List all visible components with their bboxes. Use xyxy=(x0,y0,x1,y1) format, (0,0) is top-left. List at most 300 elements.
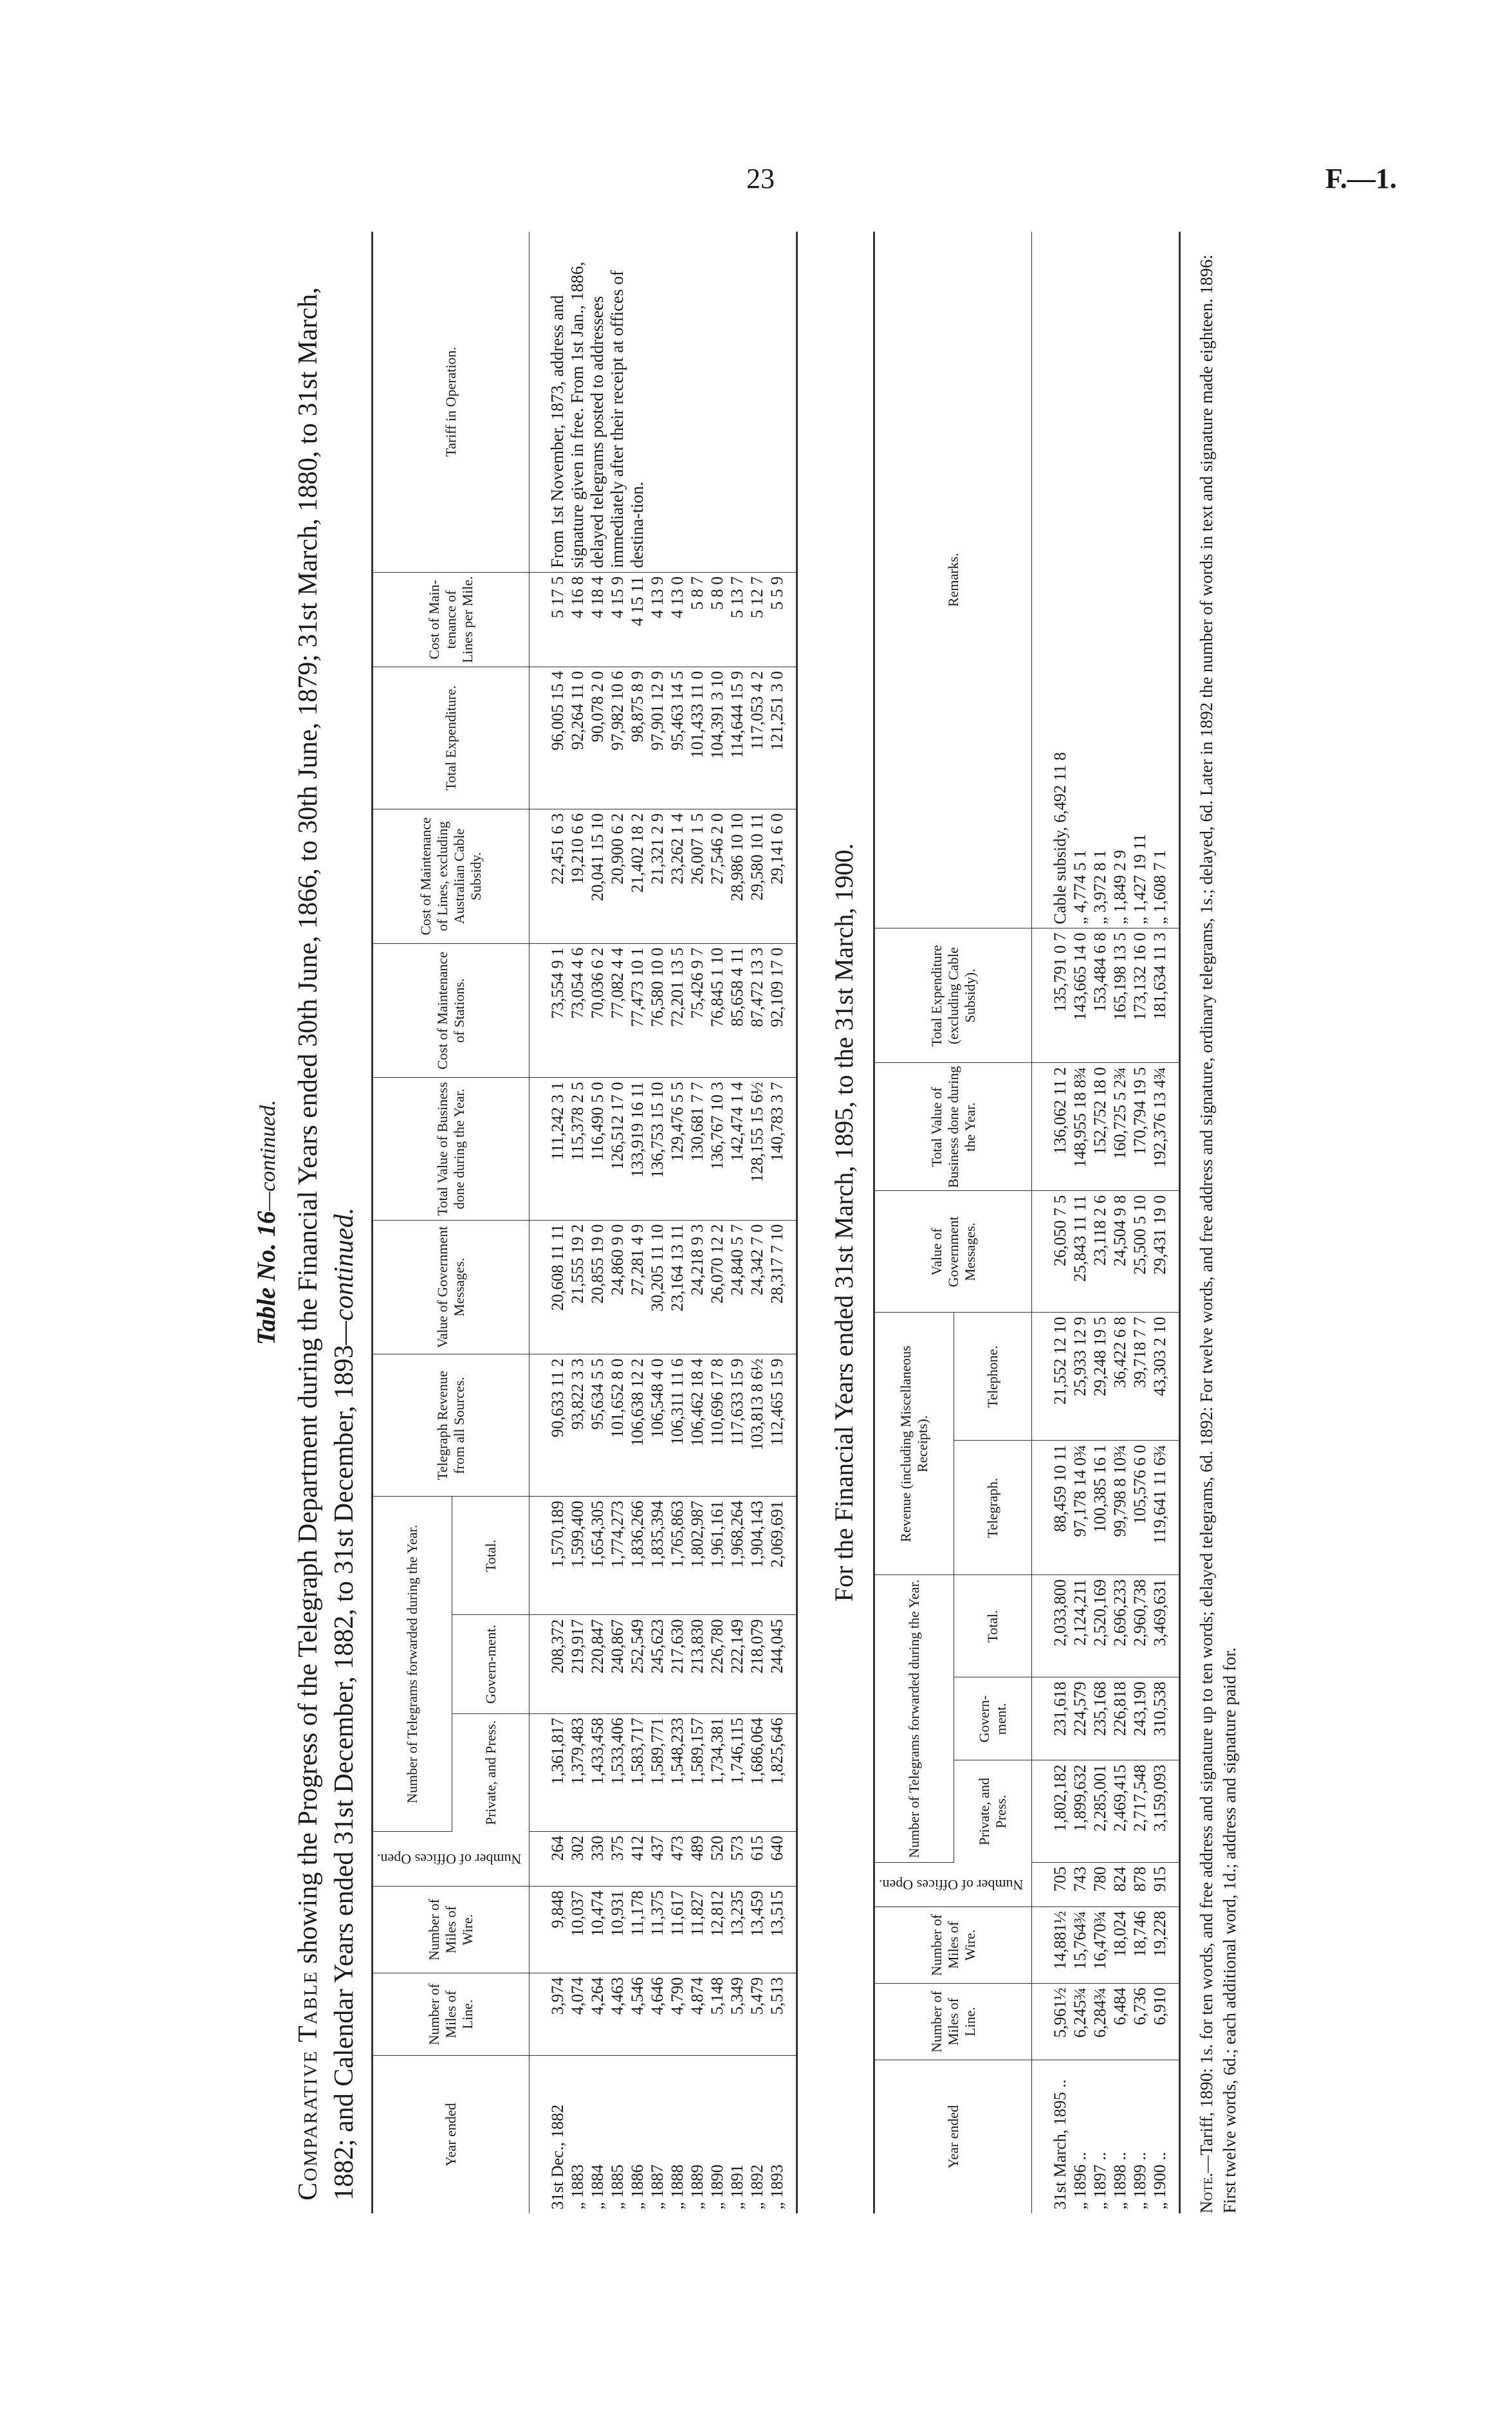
page-number: 23 xyxy=(746,163,775,194)
cell-govtmsg: 24,860 9 0 xyxy=(607,1220,627,1354)
cell-govtmsg: 26,050 7 5 xyxy=(1031,1191,1070,1313)
cell-wire: 11,827 xyxy=(687,1887,707,1973)
cell-line: 4,790 xyxy=(667,1973,687,2055)
cell-business: 136,767 10 3 xyxy=(707,1078,727,1220)
cell-private: 3,159,093 xyxy=(1150,1760,1180,1863)
cell-offices: 412 xyxy=(627,1832,647,1887)
cell-business: 129,476 5 5 xyxy=(667,1078,687,1220)
cell-year: „ 1892 xyxy=(748,2164,767,2210)
cell-business: 148,955 18 8¾ xyxy=(1070,1063,1090,1191)
cell-telephone: 43,303 2 10 xyxy=(1150,1313,1180,1441)
cell-private: 2,717,548 xyxy=(1130,1760,1150,1863)
cell-business: 133,919 16 11 xyxy=(627,1078,647,1220)
col-govt-2: Govern-ment. xyxy=(954,1677,1031,1760)
cell-govt: 217,630 xyxy=(667,1615,687,1713)
col-expenditure: Total Expenditure. xyxy=(373,667,530,809)
cell-permile: 4 13 9 xyxy=(647,572,667,667)
cell-govt: 252,549 xyxy=(627,1615,647,1713)
cell-wire: 15,764¾ xyxy=(1070,1907,1090,1984)
tariff-text: From 1st November, 1873, address and signature given in free. From 1st Jan., 1886, delayed telegrams posted to addressees immediately after their receipt at offices of destina-tion. xyxy=(530,232,797,572)
cell-business: 160,725 5 2¾ xyxy=(1110,1063,1130,1191)
cell-wire: 13,235 xyxy=(727,1887,747,1973)
cell-expend: 90,078 2 0 xyxy=(587,667,607,809)
table-row xyxy=(1031,232,1070,2213)
cell-govtmsg: 25,500 5 10 xyxy=(1130,1191,1150,1313)
cell-telephone: 39,718 7 7 xyxy=(1130,1313,1150,1441)
col-govt-msgs: Value of Government Messages. xyxy=(373,1220,530,1354)
cell-private: 1,589,771 xyxy=(647,1713,667,1831)
cell-offices: 489 xyxy=(687,1832,707,1887)
cell-wire: 10,037 xyxy=(567,1887,587,1973)
cell-permile: 4 15 11 xyxy=(627,572,647,667)
col-per-mile: Cost of Main-tenance of Lines per Mile. xyxy=(373,572,530,667)
cell-govt: 243,190 xyxy=(1130,1677,1150,1760)
col-govt: Govern-ment. xyxy=(452,1615,530,1713)
cell-govt: 222,149 xyxy=(727,1615,747,1713)
col-offices-2-label: Number of Offices Open. xyxy=(879,1877,1024,1893)
cell-total: 1,765,863 xyxy=(667,1497,687,1615)
cell-private: 1,361,817 xyxy=(530,1713,568,1831)
cell-telephone: 25,933 12 9 xyxy=(1070,1313,1090,1441)
cell-year: „ 1900 .. xyxy=(1150,2152,1169,2210)
cell-total: 2,960,738 xyxy=(1130,1575,1150,1677)
cell-business: 116,490 5 0 xyxy=(587,1078,607,1220)
cell-offices: 302 xyxy=(567,1832,587,1887)
col-telegrams: Number of Telegrams forwarded during the Year. xyxy=(373,1497,452,1832)
cell-line: 6,245¾ xyxy=(1070,1984,1090,2060)
cell-line: 4,074 xyxy=(567,1973,587,2055)
cell-wire: 9,848 xyxy=(530,1887,568,1973)
cell-telegraph: 100,385 16 1 xyxy=(1090,1441,1110,1575)
cell-govtmsg: 30,205 11 10 xyxy=(647,1220,667,1354)
title-cap: Comparative Table xyxy=(293,1970,323,2201)
cell-revenue: 106,311 11 6 xyxy=(667,1354,687,1497)
footnote-label: Note. xyxy=(1196,2172,1216,2213)
col-year-2: Year ended xyxy=(874,2060,1031,2214)
col-business: Total Value of Business done during the Year. xyxy=(373,1078,530,1220)
cell-revenue: 117,633 15 9 xyxy=(727,1354,747,1497)
cell-year: „ 1898 .. xyxy=(1110,2152,1129,2210)
cell-remarks: „ 3,972 8 1 xyxy=(1090,232,1110,928)
cell-total: 1,774,273 xyxy=(607,1497,627,1615)
col-govt-msgs-2: Value of Government Messages. xyxy=(874,1191,1031,1313)
col-private: Private, and Press. xyxy=(452,1713,530,1831)
cell-govtmsg: 25,843 11 11 xyxy=(1070,1191,1090,1313)
cell-total: 3,469,631 xyxy=(1150,1575,1180,1677)
cell-private: 1,433,458 xyxy=(587,1713,607,1831)
cell-line: 6,284¾ xyxy=(1090,1984,1110,2060)
col-tariff: Tariff in Operation. xyxy=(373,232,530,572)
col-total-2: Total. xyxy=(954,1575,1031,1677)
cell-govt: 226,818 xyxy=(1110,1677,1130,1760)
cell-business: 130,681 7 7 xyxy=(687,1078,707,1220)
cell-govtmsg: 23,118 2 6 xyxy=(1090,1191,1110,1313)
cell-lines: 20,041 15 10 xyxy=(587,809,607,943)
cell-revenue: 112,465 15 9 xyxy=(767,1354,797,1497)
cell-lines: 29,580 10 11 xyxy=(747,809,767,943)
cell-total: 1,802,987 xyxy=(687,1497,707,1615)
cell-total: 1,570,189 xyxy=(530,1497,568,1615)
cell-year: 31st Dec., 1882 xyxy=(548,2104,567,2210)
cell-offices: 640 xyxy=(767,1832,797,1887)
cell-expend: 143,665 14 0 xyxy=(1070,928,1090,1063)
cell-business: 128,155 15 6½ xyxy=(747,1078,767,1220)
cell-private: 1,899,632 xyxy=(1070,1760,1090,1863)
cell-govt: 208,372 xyxy=(530,1615,568,1713)
cell-total: 1,599,400 xyxy=(567,1497,587,1615)
cell-govt: 226,780 xyxy=(707,1615,727,1713)
cell-govt: 224,579 xyxy=(1070,1677,1090,1760)
cell-wire: 19,228 xyxy=(1150,1907,1180,1984)
cell-wire: 13,515 xyxy=(767,1887,797,1973)
cell-permile: 4 15 9 xyxy=(607,572,627,667)
table-number-label: Table No. 16 xyxy=(252,1211,281,1345)
progress-table-1882-1893 xyxy=(371,232,798,2213)
cell-offices: 824 xyxy=(1110,1863,1130,1907)
cell-line: 5,513 xyxy=(767,1973,797,2055)
cell-telephone: 29,248 19 5 xyxy=(1090,1313,1110,1441)
col-miles-line-2: Number of Miles of Line. xyxy=(874,1984,1031,2060)
cell-wire: 16,470¾ xyxy=(1090,1907,1110,1984)
cell-wire: 12,812 xyxy=(707,1887,727,1973)
cell-line: 6,910 xyxy=(1150,1984,1180,2060)
cell-year: „ 1885 xyxy=(608,2164,627,2210)
cell-line: 5,479 xyxy=(747,1973,767,2055)
cell-remarks: „ 1,608 7 1 xyxy=(1150,232,1180,928)
cell-offices: 915 xyxy=(1150,1863,1180,1907)
cell-year: „ 1889 xyxy=(688,2164,707,2210)
cell-business: 170,794 19 5 xyxy=(1130,1063,1150,1191)
col-offices xyxy=(373,1832,530,1887)
cell-year: „ 1883 xyxy=(568,2164,587,2210)
cell-govtmsg: 24,218 9 3 xyxy=(687,1220,707,1354)
cell-revenue: 95,634 5 5 xyxy=(587,1354,607,1497)
cell-year: „ 1890 xyxy=(708,2164,727,2210)
cell-govt: 245,623 xyxy=(647,1615,667,1713)
cell-wire: 18,024 xyxy=(1110,1907,1130,1984)
cell-lines: 29,141 6 0 xyxy=(767,809,797,943)
cell-lines: 27,546 2 0 xyxy=(707,809,727,943)
cell-offices: 573 xyxy=(727,1832,747,1887)
cell-wire: 11,617 xyxy=(667,1887,687,1973)
cell-line: 3,974 xyxy=(530,1973,568,2055)
cell-lines: 26,007 1 5 xyxy=(687,809,707,943)
cell-stations: 87,472 13 3 xyxy=(747,943,767,1078)
cell-expend: 98,875 8 9 xyxy=(627,667,647,809)
cell-lines: 21,321 2 9 xyxy=(647,809,667,943)
col-year: Year ended xyxy=(373,2056,530,2213)
cell-remarks: „ 1,849 2 9 xyxy=(1110,232,1130,928)
cell-year: „ 1887 xyxy=(648,2164,667,2210)
cell-business: 136,753 15 10 xyxy=(647,1078,667,1220)
cell-permile: 5 5 9 xyxy=(767,572,797,667)
cell-line: 4,264 xyxy=(587,1973,607,2055)
cell-expend: 173,132 16 0 xyxy=(1130,928,1150,1063)
cell-year: „ 1896 .. xyxy=(1070,2152,1089,2210)
cell-expend: 165,198 13 5 xyxy=(1110,928,1130,1063)
cell-govt: 213,830 xyxy=(687,1615,707,1713)
cell-remarks: „ 1,427 19 11 xyxy=(1130,232,1150,928)
cell-expend: 135,791 0 7 xyxy=(1031,928,1070,1063)
cell-telegraph: 99,798 8 10¾ xyxy=(1110,1441,1130,1575)
cell-offices: 437 xyxy=(647,1832,667,1887)
cell-private: 1,589,157 xyxy=(687,1713,707,1831)
footnote xyxy=(1195,232,1241,2213)
cell-telegraph: 119,641 11 6¾ xyxy=(1150,1441,1180,1575)
cell-business: 142,474 1 4 xyxy=(727,1078,747,1220)
cell-offices: 264 xyxy=(530,1832,568,1887)
cell-offices: 615 xyxy=(747,1832,767,1887)
col-business-2: Total Value of Business done during the Year. xyxy=(874,1063,1031,1191)
col-telephone-2: Telephone. xyxy=(954,1313,1031,1441)
cell-line: 5,961½ xyxy=(1031,1984,1070,2060)
cell-business: 136,062 11 2 xyxy=(1031,1063,1070,1191)
cell-govtmsg: 21,555 19 2 xyxy=(567,1220,587,1354)
cell-year: „ 1899 .. xyxy=(1130,2152,1149,2210)
cell-govtmsg: 20,855 19 0 xyxy=(587,1220,607,1354)
cell-year: „ 1888 xyxy=(668,2164,687,2210)
cell-private: 1,802,182 xyxy=(1031,1760,1070,1863)
rotated-content xyxy=(251,232,1358,2213)
cell-total: 2,069,691 xyxy=(767,1497,797,1615)
cell-offices: 330 xyxy=(587,1832,607,1887)
col-revenue-2: Revenue (including Miscellaneous Receipts). xyxy=(874,1313,954,1575)
cell-line: 6,484 xyxy=(1110,1984,1130,2060)
cell-business: 115,378 2 5 xyxy=(567,1078,587,1220)
cell-total: 1,836,266 xyxy=(627,1497,647,1615)
cell-revenue: 106,548 4 0 xyxy=(647,1354,667,1497)
cell-wire: 11,178 xyxy=(627,1887,647,1973)
table-2-body xyxy=(1031,232,1179,2213)
table-number-continued: —continued. xyxy=(256,1100,280,1212)
col-miles-line: Number of Miles of Line. xyxy=(373,1973,530,2055)
cell-expend: 121,251 3 0 xyxy=(767,667,797,809)
cell-expend: 97,982 10 6 xyxy=(607,667,627,809)
cell-lines: 23,262 1 4 xyxy=(667,809,687,943)
table-row xyxy=(1150,232,1180,2213)
cell-expend: 95,463 14 5 xyxy=(667,667,687,809)
col-telegrams-2: Number of Telegrams forwarded during the Year. xyxy=(874,1575,954,1863)
cell-line: 4,646 xyxy=(647,1973,667,2055)
cell-total: 1,654,305 xyxy=(587,1497,607,1615)
cell-total: 2,696,233 xyxy=(1110,1575,1130,1677)
cell-telegraph: 97,178 14 0¾ xyxy=(1070,1441,1090,1575)
cell-revenue: 90,633 11 2 xyxy=(530,1354,568,1497)
cell-permile: 5 17 5 xyxy=(530,572,568,667)
cell-govt: 218,079 xyxy=(747,1615,767,1713)
cell-total: 2,124,211 xyxy=(1070,1575,1090,1677)
cell-telegraph: 88,459 10 11 xyxy=(1031,1441,1070,1575)
cell-stations: 77,473 10 1 xyxy=(627,943,647,1078)
cell-govtmsg: 28,317 7 10 xyxy=(767,1220,797,1354)
cell-lines: 28,986 10 10 xyxy=(727,809,747,943)
cell-stations: 73,054 4 6 xyxy=(567,943,587,1078)
cell-wire: 14,881½ xyxy=(1031,1907,1070,1984)
table-title xyxy=(290,232,362,2201)
col-total: Total. xyxy=(452,1497,530,1615)
cell-stations: 70,036 6 2 xyxy=(587,943,607,1078)
cell-expend: 114,644 15 9 xyxy=(727,667,747,809)
cell-total: 2,520,169 xyxy=(1090,1575,1110,1677)
cell-business: 140,783 3 7 xyxy=(767,1078,797,1220)
cell-permile: 4 16 8 xyxy=(567,572,587,667)
cell-expend: 96,005 15 4 xyxy=(530,667,568,809)
table-2-title: For the Financial Years ended 31st March, 1895, to the 31st March, 1900. xyxy=(829,843,859,1602)
cell-permile: 5 13 7 xyxy=(727,572,747,667)
cell-permile: 4 13 0 xyxy=(667,572,687,667)
cell-private: 1,825,646 xyxy=(767,1713,797,1831)
footnote-text: —Tariff, 1890: 1s. for ten words, and free address and signature up to ten words; delayed telegrams, 6d. 1892: For twelve words, and free address and signature, ordinary telegrams, 1s.; delayed, 6d. Later in 1892 the number of words in text and signature made eighteen. 1896: First twelve words, 6d.; each additional word, 1d.; address and signature paid for. xyxy=(1196,254,1239,2213)
cell-govtmsg: 27,281 4 9 xyxy=(627,1220,647,1354)
cell-revenue: 101,652 8 0 xyxy=(607,1354,627,1497)
col-miles-wire-2: Number of Miles of Wire. xyxy=(874,1907,1031,1984)
table-number xyxy=(251,232,281,2213)
cell-expend: 181,634 11 3 xyxy=(1150,928,1180,1063)
cell-permile: 4 18 4 xyxy=(587,572,607,667)
cell-govtmsg: 24,342 7 0 xyxy=(747,1220,767,1354)
cell-business: 126,512 17 0 xyxy=(607,1078,627,1220)
cell-business: 152,752 18 0 xyxy=(1090,1063,1110,1191)
cell-expend: 104,391 3 10 xyxy=(707,667,727,809)
cell-private: 1,686,064 xyxy=(747,1713,767,1831)
cell-private: 1,583,717 xyxy=(627,1713,647,1831)
cell-line: 5,148 xyxy=(707,1973,727,2055)
cell-offices: 780 xyxy=(1090,1863,1110,1907)
cell-lines: 21,402 18 2 xyxy=(627,809,647,943)
cell-expend: 117,053 4 2 xyxy=(747,667,767,809)
cell-permile: 5 8 7 xyxy=(687,572,707,667)
cell-govtmsg: 24,504 9 8 xyxy=(1110,1191,1130,1313)
cell-year: 31st March, 1895 .. xyxy=(1050,2079,1069,2210)
cell-stations: 76,580 10 0 xyxy=(647,943,667,1078)
cell-total: 1,835,394 xyxy=(647,1497,667,1615)
cell-lines: 19,210 6 6 xyxy=(567,809,587,943)
cell-year: „ 1886 xyxy=(628,2164,647,2210)
cell-govt: 235,168 xyxy=(1090,1677,1110,1760)
cell-wire: 18,746 xyxy=(1130,1907,1150,1984)
cell-private: 1,379,483 xyxy=(567,1713,587,1831)
cell-govt: 240,867 xyxy=(607,1615,627,1713)
cell-expend: 101,433 11 0 xyxy=(687,667,707,809)
cell-telephone: 21,552 12 10 xyxy=(1031,1313,1070,1441)
cell-govtmsg: 24,840 5 7 xyxy=(727,1220,747,1354)
table-row xyxy=(1090,232,1110,2213)
cell-business: 111,242 3 1 xyxy=(530,1078,568,1220)
cell-line: 6,736 xyxy=(1130,1984,1150,2060)
table-row xyxy=(530,232,568,2213)
cell-private: 1,734,381 xyxy=(707,1713,727,1831)
cell-private: 2,285,001 xyxy=(1090,1760,1110,1863)
cell-line: 4,463 xyxy=(607,1973,627,2055)
table-1-body xyxy=(530,232,797,2213)
cell-govtmsg: 26,070 12 2 xyxy=(707,1220,727,1354)
cell-line: 4,546 xyxy=(627,1973,647,2055)
cell-stations: 72,201 13 5 xyxy=(667,943,687,1078)
cell-private: 1,533,406 xyxy=(607,1713,627,1831)
col-private-2: Private, and Press. xyxy=(954,1760,1031,1863)
col-revenue: Telegraph Revenue from all Sources. xyxy=(373,1354,530,1497)
cell-telegraph: 105,576 6 0 xyxy=(1130,1441,1150,1575)
cell-revenue: 93,822 3 3 xyxy=(567,1354,587,1497)
table-row xyxy=(1130,232,1150,2213)
cell-govt: 219,917 xyxy=(567,1615,587,1713)
cell-govt: 244,045 xyxy=(767,1615,797,1713)
cell-lines: 22,451 6 3 xyxy=(530,809,568,943)
cell-offices: 743 xyxy=(1070,1863,1090,1907)
cell-wire: 13,459 xyxy=(747,1887,767,1973)
page-code: F.—1. xyxy=(1325,163,1397,194)
cell-total: 2,033,800 xyxy=(1031,1575,1070,1677)
cell-year: „ 1891 xyxy=(728,2164,747,2210)
col-offices-label: Number of Offices Open. xyxy=(377,1851,522,1868)
cell-offices: 705 xyxy=(1031,1863,1070,1907)
progress-table-1895-1900 xyxy=(873,232,1180,2213)
cell-permile: 5 8 0 xyxy=(707,572,727,667)
cell-stations: 85,658 4 11 xyxy=(727,943,747,1078)
table-row xyxy=(1110,232,1130,2213)
title-text: showing the Progress of the Telegraph Department during the Financial Years ended 30th June, 1866, to 30th June, 1879; 31st March, 1880, to 31st March, 1882; and Calendar Years ended 31st December, 1882, to 31st December, 1893 xyxy=(293,287,359,2201)
cell-expend: 92,264 11 0 xyxy=(567,667,587,809)
cell-offices: 375 xyxy=(607,1832,627,1887)
cell-govtmsg: 23,164 13 11 xyxy=(667,1220,687,1354)
cell-offices: 878 xyxy=(1130,1863,1150,1907)
cell-year: „ 1893 xyxy=(768,2164,787,2210)
col-expenditure-2: Total Expenditure (excluding Cable Subsidy). xyxy=(874,928,1031,1063)
cell-stations: 75,426 9 7 xyxy=(687,943,707,1078)
cell-stations: 77,082 4 4 xyxy=(607,943,627,1078)
cell-stations: 73,554 9 1 xyxy=(530,943,568,1078)
cell-revenue: 106,462 18 4 xyxy=(687,1354,707,1497)
cell-offices: 473 xyxy=(667,1832,687,1887)
table-row xyxy=(1070,232,1090,2213)
cell-wire: 10,931 xyxy=(607,1887,627,1973)
cell-revenue: 110,696 17 8 xyxy=(707,1354,727,1497)
col-telegraph-2: Telegraph. xyxy=(954,1441,1031,1575)
col-offices-2 xyxy=(874,1863,1031,1907)
cell-stations: 92,109 17 0 xyxy=(767,943,797,1078)
cell-govtmsg: 29,431 19 0 xyxy=(1150,1191,1180,1313)
cell-business: 192,376 13 4¾ xyxy=(1150,1063,1180,1191)
title-continued: —continued. xyxy=(329,1207,359,1345)
cell-line: 5,349 xyxy=(727,1973,747,2055)
cell-lines: 20,900 6 2 xyxy=(607,809,627,943)
cell-govtmsg: 20,608 11 11 xyxy=(530,1220,568,1354)
cell-private: 1,746,115 xyxy=(727,1713,747,1831)
cell-private: 2,469,415 xyxy=(1110,1760,1130,1863)
cell-stations: 76,845 1 10 xyxy=(707,943,727,1078)
cell-remarks: „ 4,774 5 1 xyxy=(1070,232,1090,928)
col-lines: Cost of Maintenance of Lines, excluding Australian Cable Subsidy. xyxy=(373,809,530,943)
cell-total: 1,961,161 xyxy=(707,1497,727,1615)
col-remarks-2: Remarks. xyxy=(874,232,1031,928)
cell-expend: 153,484 6 8 xyxy=(1090,928,1110,1063)
cell-year: „ 1884 xyxy=(588,2164,607,2210)
cell-private: 1,548,233 xyxy=(667,1713,687,1831)
cell-govt: 220,847 xyxy=(587,1615,607,1713)
cell-wire: 10,474 xyxy=(587,1887,607,1973)
cell-govt: 231,618 xyxy=(1031,1677,1070,1760)
cell-govt: 310,538 xyxy=(1150,1677,1180,1760)
cell-total: 1,968,264 xyxy=(727,1497,747,1615)
cell-revenue: 106,638 12 2 xyxy=(627,1354,647,1497)
col-stations: Cost of Maintenance of Stations. xyxy=(373,943,530,1078)
cell-offices: 520 xyxy=(707,1832,727,1887)
cell-permile: 5 12 7 xyxy=(747,572,767,667)
cell-wire: 11,375 xyxy=(647,1887,667,1973)
cell-telephone: 36,422 6 8 xyxy=(1110,1313,1130,1441)
cell-line: 4,874 xyxy=(687,1973,707,2055)
col-miles-wire: Number of Miles of Wire. xyxy=(373,1887,530,1973)
